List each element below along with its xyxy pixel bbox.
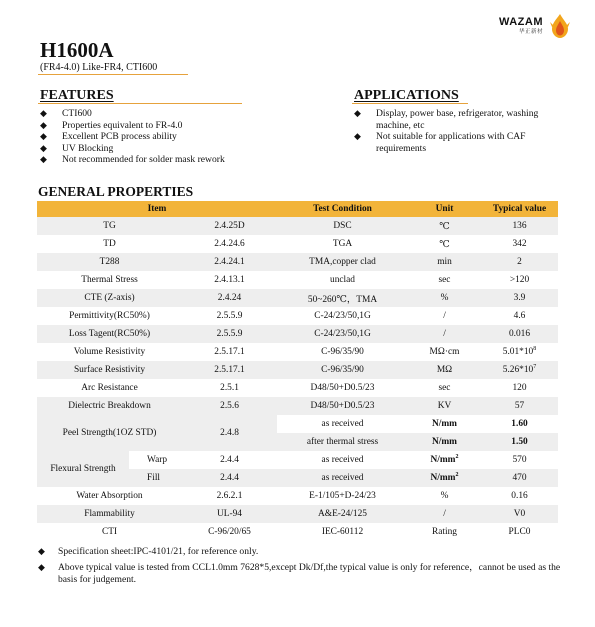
table-row — [37, 361, 558, 379]
cell-item: Flammability — [37, 505, 182, 523]
cell-value: 120 — [481, 379, 558, 397]
cell-method: 2.4.4 — [182, 451, 277, 469]
table-row — [37, 487, 558, 505]
list-item: ◆ CTI600 — [40, 108, 92, 119]
cell-unit: min — [408, 253, 481, 271]
cell-condition: C-24/23/50,1G — [277, 307, 408, 325]
cell-condition: D48/50+D0.5/23 — [277, 397, 408, 415]
cell-item: Peel Strength(1OZ STD) — [37, 415, 182, 451]
cell-method: 2.5.6 — [182, 397, 277, 415]
diamond-bullet-icon: ◆ — [40, 119, 47, 130]
cell-condition: after thermal stress — [277, 433, 408, 451]
applications-heading: APPLICATIONS — [354, 88, 459, 103]
cell-unit: sec — [408, 271, 481, 289]
diamond-bullet-icon: ◆ — [38, 546, 45, 556]
table-row — [37, 253, 558, 271]
cell-condition: E-1/105+D-24/23 — [277, 487, 408, 505]
cell-item: Dielectric Breakdown — [37, 397, 182, 415]
features-list — [40, 108, 290, 166]
cell-item: Surface Resistivity — [37, 361, 182, 379]
page-title: H1600A — [40, 38, 114, 62]
cell-value: 1.60 — [481, 415, 558, 433]
cell-value: 342 — [481, 235, 558, 253]
cell-condition: C-24/23/50,1G — [277, 325, 408, 343]
cell-unit: / — [408, 505, 481, 523]
cell-item: Thermal Stress — [37, 271, 182, 289]
cell-condition: TGA — [277, 235, 408, 253]
table-row — [37, 343, 558, 361]
cell-value: $5.01*10^8$ — [481, 343, 558, 361]
cell-unit: $N/mm^2$ — [408, 451, 481, 469]
cell-item — [37, 451, 182, 487]
cell-value: 570 — [481, 451, 558, 469]
column-header-item: Item — [37, 201, 277, 217]
column-header-unit: Unit — [408, 201, 481, 217]
properties-table — [37, 201, 558, 541]
cell-value: 136 — [481, 217, 558, 235]
cell-unit: / — [408, 307, 481, 325]
cell-unit: MΩ — [408, 361, 481, 379]
cell-method: 2.4.24.6 — [182, 235, 277, 253]
cell-value: 0.016 — [481, 325, 558, 343]
cell-condition: TMA,copper clad — [277, 253, 408, 271]
page-subtitle: (FR4-4.0) Like-FR4, CTI600 — [40, 62, 158, 73]
flame-logo-icon — [547, 12, 573, 40]
cell-unit: sec — [408, 379, 481, 397]
table-row — [37, 235, 558, 253]
cell-value: 2 — [481, 253, 558, 271]
column-header-typical-value: Typical value — [481, 201, 558, 217]
properties-table-body — [37, 217, 558, 541]
cell-item: TG — [37, 217, 182, 235]
cell-condition: IEC-60112 — [277, 523, 408, 541]
table-row — [37, 379, 558, 397]
table-row — [37, 415, 558, 433]
cell-value: 1.50 — [481, 433, 558, 451]
cell-condition: as received — [277, 415, 408, 433]
cell-condition: as received — [277, 451, 408, 469]
diamond-bullet-icon: ◆ — [354, 131, 361, 142]
cell-method: 2.4.8 — [182, 415, 277, 451]
flexural-sub-label: Warp — [129, 451, 182, 469]
cell-value: V0 — [481, 505, 558, 523]
cell-value: $5.26*10^7$ — [481, 361, 558, 379]
notes-list — [38, 546, 568, 590]
list-item: ◆ Display, power base, refrigerator, washing machine, etc — [354, 108, 539, 131]
cell-condition: unclad — [277, 271, 408, 289]
table-header-row — [37, 201, 558, 217]
cell-condition: C-96/35/90 — [277, 361, 408, 379]
cell-method: 2.6.2.1 — [182, 487, 277, 505]
table-row — [37, 289, 558, 307]
cell-unit: $N/mm^2$ — [408, 469, 481, 487]
cell-condition: A&E-24/125 — [277, 505, 408, 523]
diamond-bullet-icon: ◆ — [40, 131, 47, 142]
cell-value: >120 — [481, 271, 558, 289]
cell-item: TD — [37, 235, 182, 253]
cell-condition: DSC — [277, 217, 408, 235]
cell-condition: C-96/35/90 — [277, 343, 408, 361]
cell-item: CTE (Z-axis) — [37, 289, 182, 307]
cell-item: Arc Resistance — [37, 379, 182, 397]
cell-unit: ℃ — [408, 217, 481, 235]
brand-name: WAZAM — [498, 15, 543, 28]
cell-unit: Rating — [408, 523, 481, 541]
subtitle-divider — [38, 74, 188, 75]
cell-unit: N/mm — [408, 433, 481, 451]
features-divider — [38, 103, 242, 104]
cell-method: 2.5.1 — [182, 379, 277, 397]
cell-method: 2.4.25D — [182, 217, 277, 235]
note-item: ◆ Above typical value is tested from CCL1.0mm 7628*5,except Dk/Df,the typical value is only for reference，cannot be used as the basis for judgement. — [38, 562, 561, 585]
table-row — [37, 217, 558, 235]
brand-sub: 华正新材 — [518, 28, 543, 35]
cell-method: 2.5.5.9 — [182, 325, 277, 343]
cell-unit: % — [408, 289, 481, 307]
applications-list — [354, 108, 574, 154]
note-item: ◆ Specification sheet:IPC-4101/21, for reference only. — [38, 546, 259, 557]
cell-value: 57 — [481, 397, 558, 415]
table-row — [37, 451, 558, 469]
cell-value: 0.16 — [481, 487, 558, 505]
list-item: ◆ Not recommended for solder mask rework — [40, 154, 225, 166]
cell-method: 2.4.4 — [182, 469, 277, 487]
features-heading: FEATURES — [40, 88, 114, 103]
table-row — [37, 307, 558, 325]
cell-item: Permittivity(RC50%) — [37, 307, 182, 325]
cell-value: 4.6 — [481, 307, 558, 325]
cell-item: Loss Tagent(RC50%) — [37, 325, 182, 343]
cell-value: PLC0 — [481, 523, 558, 541]
diamond-bullet-icon: ◆ — [354, 108, 361, 118]
cell-item: CTI — [37, 523, 182, 541]
cell-unit: N/mm — [408, 415, 481, 433]
cell-value: 470 — [481, 469, 558, 487]
table-row — [37, 505, 558, 523]
cell-method: UL-94 — [182, 505, 277, 523]
diamond-bullet-icon: ◆ — [40, 108, 47, 118]
cell-unit: % — [408, 487, 481, 505]
cell-item: T288 — [37, 253, 182, 271]
table-row — [37, 325, 558, 343]
cell-method: C-96/20/65 — [182, 523, 277, 541]
list-item: ◆ Properties equivalent to FR-4.0 — [40, 119, 183, 131]
diamond-bullet-icon: ◆ — [40, 154, 47, 165]
cell-unit: / — [408, 325, 481, 343]
cell-method: 2.5.17.1 — [182, 361, 277, 379]
cell-condition: as received — [277, 469, 408, 487]
cell-item: Volume Resistivity — [37, 343, 182, 361]
cell-method: 2.4.24.1 — [182, 253, 277, 271]
cell-unit: KV — [408, 397, 481, 415]
cell-value: 3.9 — [481, 289, 558, 307]
list-item: ◆ Excellent PCB process ability — [40, 131, 177, 143]
flexural-sub-label: Fill — [129, 469, 182, 487]
diamond-bullet-icon: ◆ — [40, 142, 47, 153]
table-row — [37, 397, 558, 415]
table-row — [37, 271, 558, 289]
column-header-test-condition: Test Condition — [277, 201, 408, 217]
brand-logo — [499, 10, 573, 42]
diamond-bullet-icon: ◆ — [38, 562, 45, 572]
list-item: ◆ Not suitable for applications with CAF requirements — [354, 131, 526, 154]
flexural-item-label: Flexural Strength — [50, 464, 116, 474]
table-row — [37, 523, 558, 541]
cell-method: 2.4.24 — [182, 289, 277, 307]
list-item: ◆ UV Blocking — [40, 142, 114, 154]
cell-condition: D48/50+D0.5/23 — [277, 379, 408, 397]
cell-unit: ℃ — [408, 235, 481, 253]
applications-divider — [352, 103, 468, 104]
cell-method: 2.5.5.9 — [182, 307, 277, 325]
cell-unit: MΩ·cm — [408, 343, 481, 361]
general-properties-heading: GENERAL PROPERTIES — [38, 184, 194, 199]
cell-item: Water Absorption — [37, 487, 182, 505]
cell-condition: 50~260℃，TMA — [277, 289, 408, 307]
cell-method: 2.4.13.1 — [182, 271, 277, 289]
cell-method: 2.5.17.1 — [182, 343, 277, 361]
